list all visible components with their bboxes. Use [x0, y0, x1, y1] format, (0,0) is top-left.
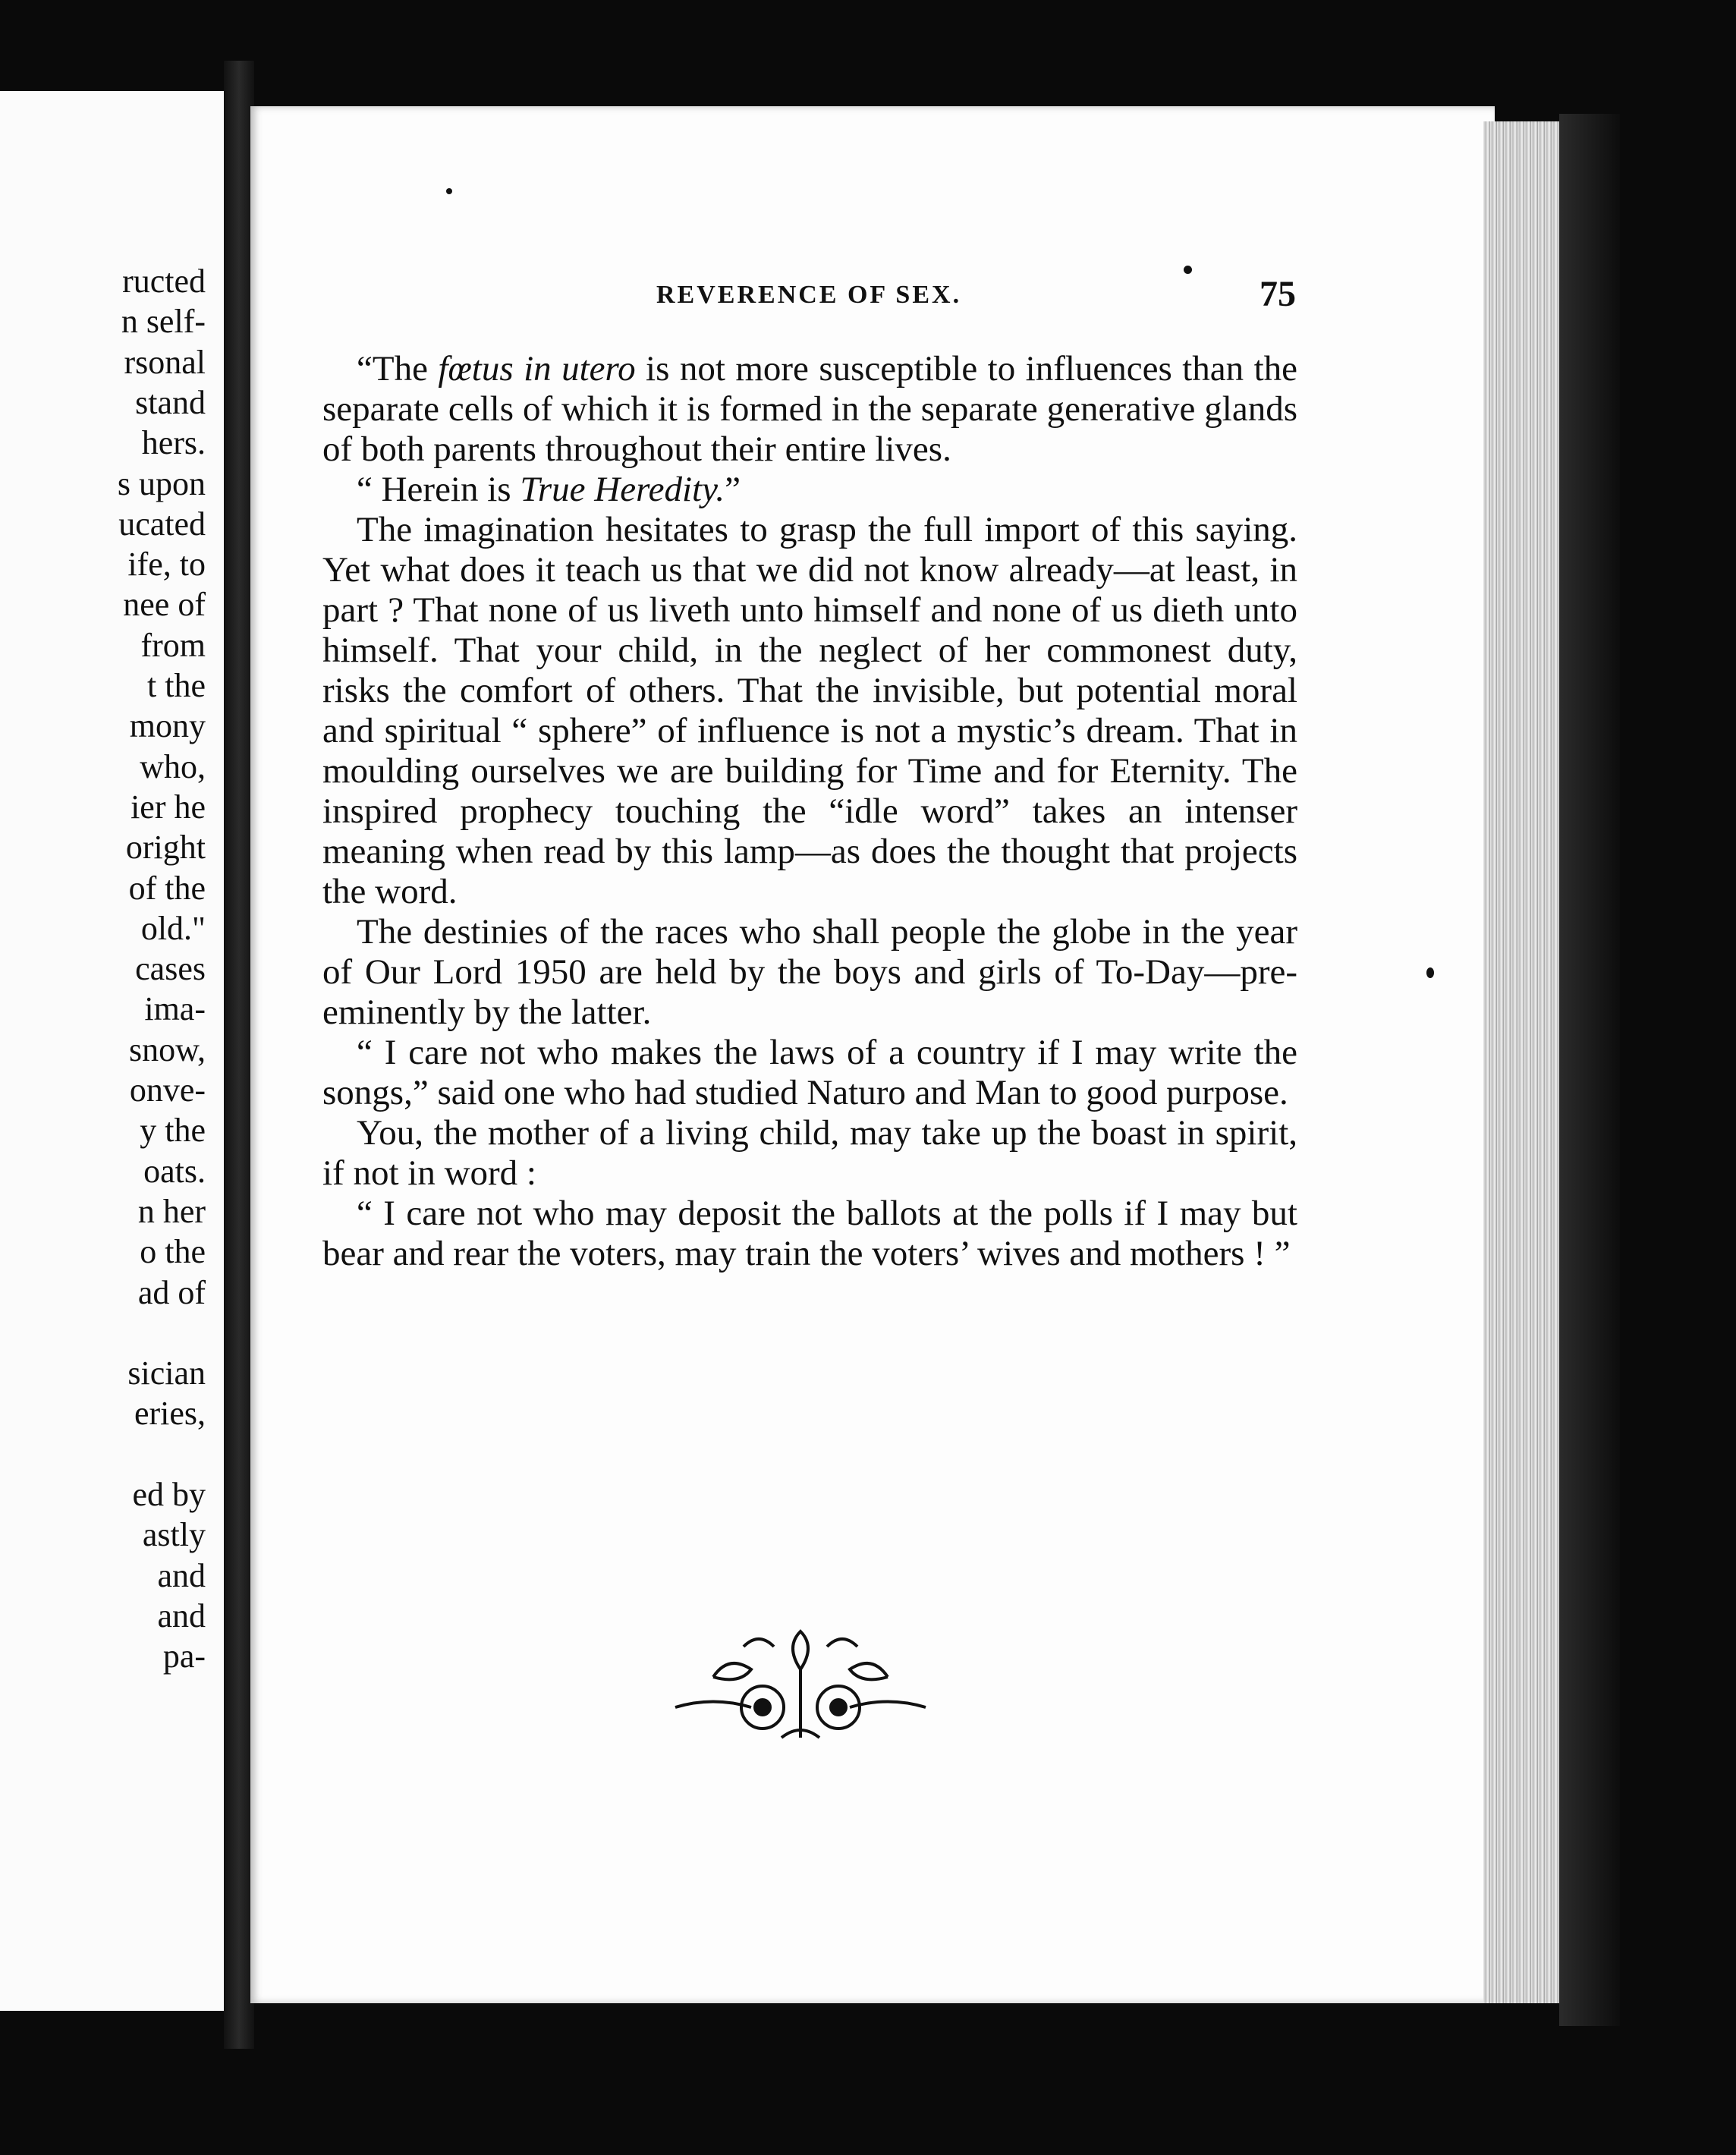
left-page-line: n her [137, 1192, 206, 1230]
left-page-line: ad of [137, 1273, 206, 1311]
paragraph-destinies: The destinies of the races who shall people the globe in the year of Our Lord 1950 are held by the boys and girls of To-Day—pre-eminently by the latter. [322, 912, 1297, 1032]
paragraph-imagination: The imagination hesitates to grasp the full import of this saying. Yet what does it teach us that we did not know already—at least, in part ? That none of us liveth unto himself and none of us dieth unto himself. That your child, in the neglect of her commonest duty, risks the comfort of others. That the invisible, but potential moral and spiritual “ sphere” of influence is not a mystic’s dream. That in moulding ourselves we are building for Time and for Eternity. The inspired prophecy touching the “idle word” takes an intenser meaning when read by this lamp—as does the thought that projects the word. [322, 510, 1297, 911]
left-page-line: n self- [121, 303, 206, 341]
left-page-line: cases [135, 950, 206, 988]
left-page-line: s upon [117, 464, 206, 502]
left-page-line: from [140, 626, 206, 664]
running-head: REVERENCE OF SEX. [656, 281, 962, 309]
italic-foetus-in-utero: fœtus in utero [438, 349, 636, 389]
left-page-line: stand [135, 383, 206, 421]
left-page-line: and [157, 1556, 206, 1594]
left-page-line: astly [142, 1516, 206, 1554]
left-page-line: pa- [162, 1637, 206, 1675]
left-page-line: snow, [128, 1030, 206, 1068]
ink-speck [1426, 967, 1434, 978]
page-edges [1483, 121, 1559, 2003]
left-page-line: oats. [143, 1152, 206, 1190]
left-page-fragment [0, 91, 228, 2011]
paragraph-laws-songs: “ I care not who makes the laws of a country if I may write the songs,” said one who had studied Naturo and Man to good purpose. [322, 1033, 1297, 1112]
left-page-line: rsonal [124, 343, 206, 381]
left-page-line: sician [127, 1354, 206, 1392]
left-page-line: y the [140, 1112, 206, 1150]
left-page-line: and [157, 1597, 206, 1634]
italic-true-heredity: True Heredity. [520, 470, 725, 509]
book-cover-edge [1559, 114, 1620, 2026]
paragraph-foetus: “The fœtus in utero is not more susceptible to influences than the separate cells of which it is formed in the separate generative glands of both parents throughout their entire lives. [322, 349, 1298, 469]
left-page-line: mony [129, 707, 206, 745]
paragraph-mother-boast: You, the mother of a living child, may take up the boast in spirit, if not in word : [322, 1113, 1297, 1193]
page-number: 75 [1260, 274, 1296, 314]
left-page-line: ier he [131, 788, 206, 826]
left-page-line: ima- [144, 990, 206, 1028]
book-gutter [224, 61, 254, 2049]
left-page-line: t the [147, 667, 206, 704]
body-text [322, 349, 1297, 1274]
left-page-line: of the [128, 869, 206, 907]
left-page-line: oright [125, 829, 206, 867]
left-page-line: ife, to [127, 546, 206, 584]
left-page-line: eries, [134, 1395, 206, 1433]
ink-speck [1184, 266, 1192, 274]
left-page-line: o the [140, 1233, 206, 1271]
ink-speck [446, 188, 452, 194]
left-page-line: ucated [118, 505, 206, 543]
left-page-line: onve- [129, 1071, 206, 1109]
left-page-line: ructed [122, 263, 206, 300]
left-page-line: nee of [123, 586, 206, 624]
left-page-line: ed by [132, 1476, 206, 1513]
floral-tailpiece-ornament-icon [668, 1624, 933, 1753]
paragraph-true-heredity: “ Herein is True Heredity.” [357, 470, 741, 509]
left-page-line: who, [140, 747, 206, 785]
left-page-line: old." [140, 909, 206, 947]
paragraph-ballots: “ I care not who may deposit the ballots at the polls if I may but bear and rear the voters, may train the voters’ wives and mothers ! ” [322, 1194, 1297, 1273]
left-page-line: hers. [141, 424, 206, 462]
